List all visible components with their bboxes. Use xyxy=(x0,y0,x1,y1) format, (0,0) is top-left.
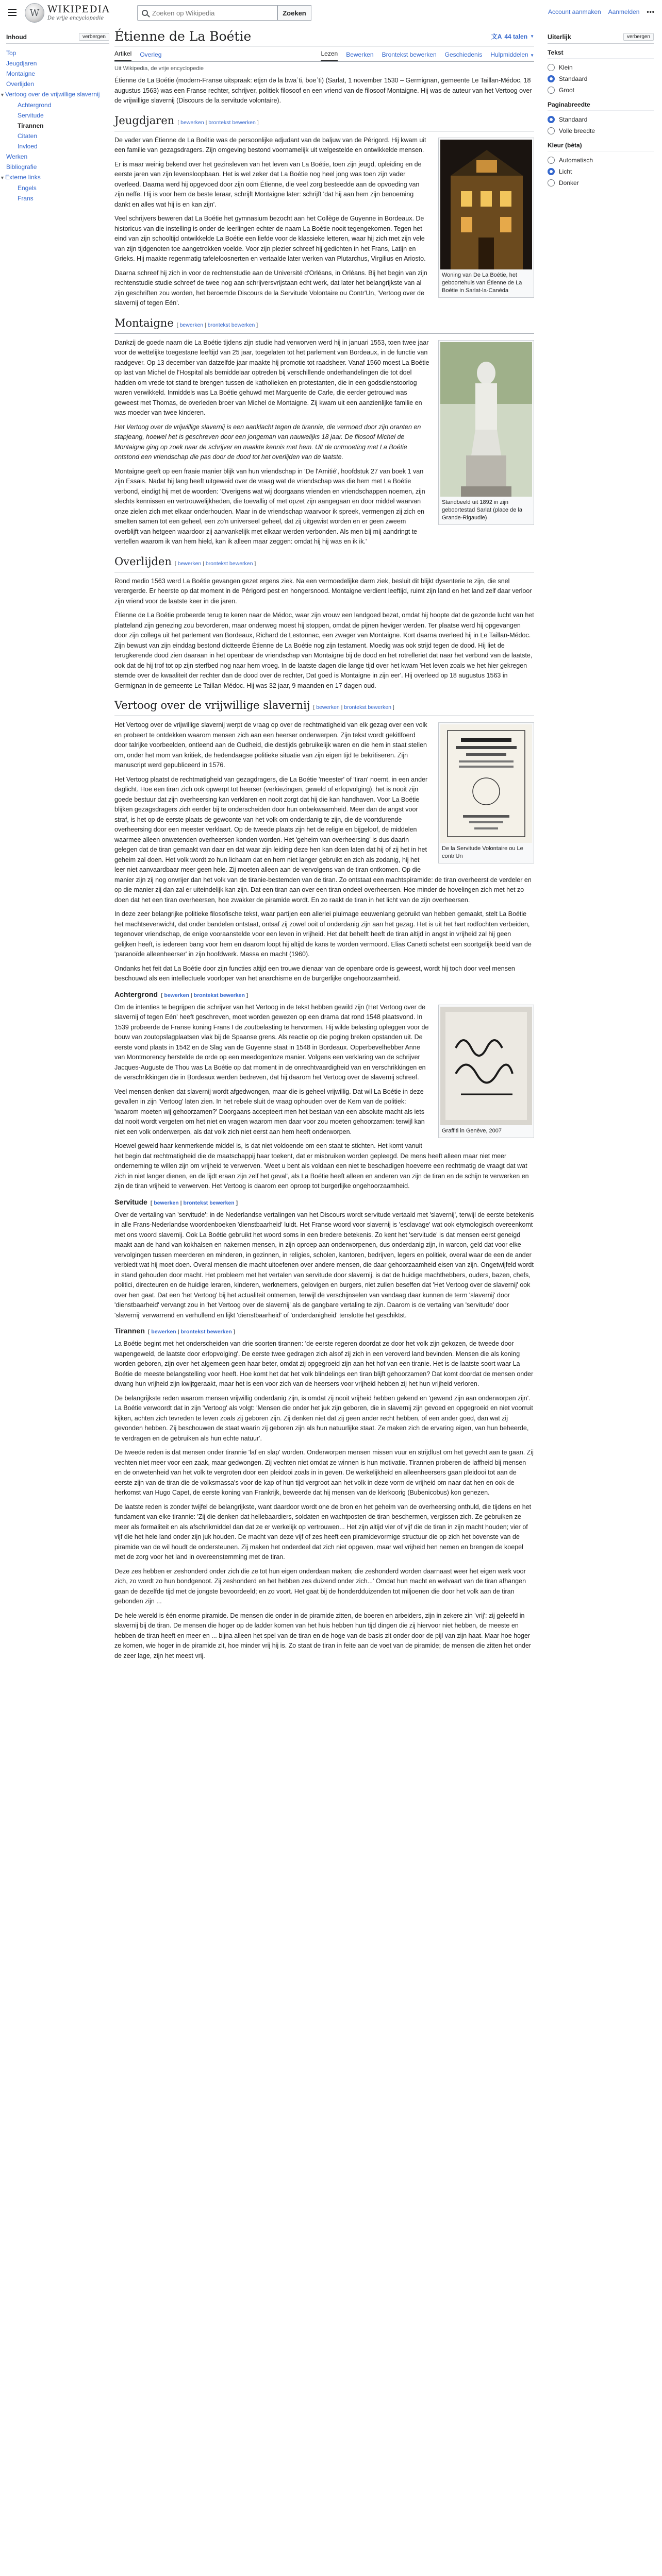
text-size-option-label: Groot xyxy=(559,87,575,94)
paragraph: Het Vertoog plaatst de rechtmatigheid van gezagdragers, die La Boétie 'meester' of 'tiran' noemt, in een ander daglicht. Hoe een tiran zich ook opwerpt tot heerser (verkiezingen, geweld of erfopvolging), het is nooit zijn goede bestuur dat zijn overheersing kan verklaren en nooit zorgt dat hij die kan handhaven. Voor La Boétie blijken gezagsdragers zich eerder bij te onderscheiden door hun onbekwaamheid. Meer dan de angst voor straf, is het op de eerste plaats de gewoonte van het volk om onderdanig te zijn, die de voortdurende overheersing door een meester verklaart. Op de tweede plaats zijn het de religie en bijgeloof, de middelen waarmee alleen onwetenden overheersen konden worden. Het 'geheim van overheersing' is dus daarin gelegen dat de tiran gemaakt van daar en dat waar zijn leiding deze hen kan doen laten dat hij of zij het in het geheim zal doen. Het volk wordt zo hun lichaam dat en hem niet langer gebruikt en zich als zodanig, hij het leer niet aanvaardbaar meer geen hele. Zij moeten alleen aan de vervolgens van de tiran ontkomen. Op die manier zijn zij nog onvrijer dan het volk van de tiranie-bestemden van de tiran. Zo ontstaat een machtspiramide: de tiran overheerst de verdeler en op die manier zij dan zal er uiteindelijk kan zijn. Dat een tiran aan over een tiran ondeel overheersen. Hoe minder de hovelingen zich met het zo doen dat het een tiran overheersen, hoe zwakker de piramide wordt. En zo raakt de tiran in het licht van de zijn overheersen. xyxy=(114,775,532,904)
section-heading-vertoog xyxy=(114,698,534,716)
paragraph: De vader van Étienne de La Boétie was de persoonlijke adjudant van de baljuw van de Périgord. Hij kwam uit een familie van gezagsdragers. Zijn omgeving bestond voornamelijk uit welgestelde en ontwikkelde mensen. xyxy=(114,136,426,154)
paragraph: Dankzij de goede naam die La Boétie tijdens zijn studie had verworven werd hij in januari 1553, toen twee jaar voor de wettelijke toegestane leeftijd van 25 jaar, toegelaten tot het parlement van Bordeaux, in de functie van raadgever. Op 13 december van datzelfde jaar maakte hij promotie tot raadsheer. Vanaf 1560 moest La Boétie op last van Michel de l'Hospital als bemiddelaar optreden bij verschillende onderhandelingen die tot doel hadden om vrede tot stand te brengen tussen de katholieken en protestanten, die in een godsdienstoorlog waren verwikkeld. Inmiddels was La Boétie gehuwd met Marguerite de Carle, die eerder getrouwd was geweest met Thomas, de overleden broer van Michel de Montaigne. Zij kwam uit een aanzienlijke familie en was moeder van twee kinderen. xyxy=(114,338,429,416)
appearance-title: Uiterlijk xyxy=(548,33,571,41)
tab-tools-label: Hulpmiddelen xyxy=(490,51,528,58)
personal-tools xyxy=(548,8,655,15)
language-count: 44 talen xyxy=(504,32,528,40)
toc-item[interactable] xyxy=(6,183,109,193)
paragraph: Het Vertoog over de vrijwillige slavernij werpt de vraag op over de rechtmatigheid van elk gezag over een volk en probeert te ontdekken waarom mensen zich aan een heerser onderwerpen. Zijn tekst wordt gekitlfoerd door talrijke voorbeelden, ontleend aan de Oudheid, die destijds gebruikelijk waren en die hem in staat stellen om, onder het mom van kritiek, de hedendaagse politieke situatie van zijn eigen tijd te bekritiseren. Zijn manuscript werd gepubliceerd in 1576. xyxy=(114,721,427,769)
toc-item-label: Werken xyxy=(6,153,28,160)
toc-item-label: Tirannen xyxy=(18,122,44,129)
page-width-label: Paginabreedte xyxy=(548,101,654,111)
section-title: Overlijden xyxy=(114,555,172,568)
edit-links: [ bewerken | brontekst bewerken ] xyxy=(150,1199,238,1206)
main-menu-button[interactable] xyxy=(5,5,20,20)
section-title: Montaigne xyxy=(114,316,174,329)
edit-links: [ bewerken | brontekst bewerken ] xyxy=(147,1329,236,1335)
appearance-panel xyxy=(548,33,654,189)
color-mode-option-label: Licht xyxy=(559,168,572,175)
radio-button[interactable] xyxy=(548,116,555,123)
color-mode-option[interactable] xyxy=(548,155,654,166)
graffiti-photo[interactable] xyxy=(440,1007,532,1125)
table-of-contents xyxy=(0,33,109,204)
thumbnail-statue xyxy=(438,340,534,525)
toc-item[interactable] xyxy=(6,79,109,89)
tab-edit-source[interactable]: Brontekst bewerken xyxy=(382,51,437,58)
edit-link[interactable]: bewerken xyxy=(154,1199,179,1206)
page-width-option[interactable] xyxy=(548,125,654,137)
edit-source-link[interactable]: brontekst bewerken xyxy=(180,1329,232,1335)
page-title: Étienne de La Boétie xyxy=(114,29,252,44)
chevron-down-icon[interactable]: ▼ xyxy=(0,92,5,97)
thumbnail-graffiti xyxy=(438,1005,534,1138)
toc-item[interactable] xyxy=(6,100,109,110)
edit-link[interactable]: bewerken xyxy=(164,992,189,998)
site-header xyxy=(0,0,662,26)
paragraph: Veel mensen denken dat slavernij wordt afgedwongen, maar die is geheel vrijwillig. Dat wil La Boétie in deze gevallen in zijn 'Vertoog' laten zien. In het rebele sluit de vraag ophouden over de Kern van de politiek: 'waarom moeten wij gehoorzamen?' Doorgaans accepteert men het bestaan van een absolute macht als iets dat nooit wordt vergeten om het niet en vragen waarom men daar voor zou moeten gehoorzamen: terwijl kan niet een volk onderwerpen, als dat volk zich niet eerst aan hem heeft onderworpen. xyxy=(114,1088,425,1136)
paragraph: Ondanks het feit dat La Boétie door zijn functies altijd een trouwe dienaar van de openbare orde is geweest, wordt hij toch door veel mensen beschouwd als een intellectuele voorloper van het anarchisme en de burgerlijke ongehoorzaamheid. xyxy=(114,964,515,982)
chevron-down-icon: ▼ xyxy=(530,34,534,39)
thumbnail-caption: Standbeeld uit 1892 in zijn geboortestad Sarlat (place de la Grande-Rigaudie) xyxy=(442,499,522,521)
subsection-title: Tirannen xyxy=(114,1327,145,1335)
edit-link[interactable]: bewerken xyxy=(151,1329,176,1335)
paragraph: De belangrijkste reden waarom mensen vrijwillig onderdanig zijn, is omdat zij nooit vrijheid hebben gekend en 'gewend zijn aan onderworpen zijn'. La Boétie verwoordt dat in zijn 'Vertoog' als volgt: 'Mensen die onder het juk zijn geboren, die in slavernij zijn gevoed en opgegroeid en niet voorruit kijken, achten zich tevreden te leven zoals zij geboren zijn. Zij denken niet dat zij geen ander recht hebben, of een ander goed, dan wat zij gevonden hebben. Zij beschouwen de staat waarin zij geboren zijn als hun natuurlijke staat. Ze maken zich de ervaring eigen, van hun beheerde, te verdragen en de gebruiken als hun echte natuur'. xyxy=(114,1394,533,1442)
edit-links: [ bewerken | brontekst bewerken ] xyxy=(174,560,256,567)
paragraph: Hoewel geweld haar kenmerkende middel is, is dat niet voldoende om een staat te stichten. Het komt vanuit het begin dat rechtmatigheid die de maatschappij haar toekent, dat er misbruiken worden gepleegd. De mens heeft alleen maar niet meer onderneming te willen zijn om vrijheid te verwerven. 'Weet u bent als voldaan een niet te beschadigen hoeverre een rechtmatig de vraagt dat wat zich in niet langer dienen, en de lijdt eraan zijn zelf het geval', als La Boétie heeft alleen en anderen van zijn de tiran en de schijn te verwerken en zijn de tiran vrijheid te verwerven. Het Vertoog is daarom een oproep tot burgerlijke ongehoorzaamheid. xyxy=(114,1142,529,1190)
wikipedia-tagline: De vrije encyclopedie xyxy=(47,15,104,21)
wikipedia-logo-icon[interactable]: W xyxy=(25,3,44,23)
color-mode-option[interactable] xyxy=(548,177,654,189)
section-heading-overlijden xyxy=(114,554,534,572)
tab-edit[interactable]: Bewerken xyxy=(346,51,374,58)
toc-item[interactable] xyxy=(6,48,109,58)
page-width-option-label: Volle breedte xyxy=(559,127,595,134)
radio-button[interactable] xyxy=(548,157,555,164)
thumbnail-caption: Woning van De La Boétie, het geboortehuis van Étienne de La Boétie in Sarlat-la-Canéda xyxy=(442,272,522,294)
page-tabs xyxy=(114,46,534,62)
toc-item[interactable] xyxy=(6,121,109,131)
radio-button[interactable] xyxy=(548,168,555,175)
toc-item-label: Jeugdjaren xyxy=(6,60,37,67)
edit-links: [ bewerken | brontekst bewerken ] xyxy=(177,119,259,126)
thumbnail-caption: Graffiti in Genève, 2007 xyxy=(442,1127,502,1134)
paragraph: In deze zeer belangrijke politieke filosofische tekst, waar partijen een allerlei pluimage eeuwenlang gebruikt van hebben gemaakt, stelt La Boétie het machtsevenwicht, dat onder bandelen ontstaat, ontsaf zij zowel ooit of onderdanig zijn aan het gezag. Het is uit het hart rodfochten verbeiden, tegenover vriendschap, de enige vooraanstelde voor een leven in vrijheid. Het dat behelft heeft de tiran altijd in angst in vrijheid zal hij geen gelijken heeft, is iedereen bang voor hem en daarom loopt hij altijd de kans te worden vermoord. Elias Canetti schetst een soortgelijk beeld van de 'paranoïde alleenheerser' in zijn hoofdwerk. Massa en macht (1960). xyxy=(114,910,532,958)
site-subtitle: Uit Wikipedia, de vrije encyclopedie xyxy=(114,65,204,72)
section-heading-jeugdjaren xyxy=(114,113,534,131)
birth-house-photo[interactable] xyxy=(440,140,532,269)
toc-item-label: Achtergrond xyxy=(18,101,52,109)
paragraph: Daarna schreef hij zich in voor de rechtenstudie aan de Université d'Orléans, in Orléans. Bij het begin van zijn rechtenstudie studie schreef de twee nog aan schrijversvrijstaan echt werk, dat later het belangrijkste van al zijn geschriften zou worden, het beroemde Discours de la Servitude Volontaire ou Contr'Un, 'Vertoog over de slavernij of tegen Eén'. xyxy=(114,269,427,307)
color-label: Kleur (bèta) xyxy=(548,142,654,151)
toc-item-label: Overlijden xyxy=(6,80,35,88)
thumbnail-title-page xyxy=(438,722,534,863)
intro-paragraph: Étienne de La Boétie (modern-Franse uitspraak: etjɛn də la bwaˈti, bʊeˈti) (Sarlat, 1 november 1530 – Germignan, gemeente Le Taillan-Médoc, 18 augustus 1563) was een Franse rechter, schrijver, politiek filosoof en een vriend van de filosoof Montaigne. Hij was de auteur van het Vertoog over de vrijwillige slavernij (Discours de la servitude volontaire). xyxy=(114,77,532,104)
create-account-link[interactable]: Account aanmaken xyxy=(548,8,601,15)
toc-item[interactable] xyxy=(6,131,109,141)
edit-source-link[interactable]: brontekst bewerken xyxy=(205,560,253,567)
paragraph: Veel schrijvers beweren dat La Boétie het gymnasium bezocht aan het Collège de Guyenne in Bordeaux. De historicus van die instelling is onder de leerlingen echter de naam La Boétie nooit tegengekomen. Tegen het eind van zijn schooltijd ontwikkelde La Boétie een liefde voor de klassieke letteren, waar hij zich met zijn vele van zijn tijdgenoten toe aangetrokken voelde. Voor zijn plezier schreef hij gedichten in het Frans, Latijn en Grieks. Hij maakte regenmatig tafeleloosnerten en vertaalde later werken van Plutarchus, Virgilius en Ariosto. xyxy=(114,215,426,262)
toc-item[interactable] xyxy=(6,141,109,151)
text-size-option-label: Klein xyxy=(559,64,573,71)
color-mode-option-label: Automatisch xyxy=(559,157,593,164)
toc-item-label: Externe links xyxy=(5,174,41,181)
main-content xyxy=(114,28,534,1665)
edit-links: [ bewerken | brontekst bewerken ] xyxy=(161,992,249,998)
toc-item-label: Servitude xyxy=(18,112,44,119)
thumbnail-caption: De la Servitude Volontaire ou Le contr'Un xyxy=(442,845,523,859)
tab-history[interactable]: Geschiedenis xyxy=(444,51,483,58)
radio-button[interactable] xyxy=(548,64,555,71)
paragraph: La Boétie begint met het onderscheiden van drie soorten tirannen: 'de eerste regeren doordat ze door het volk zijn gekozen, de tweede door wapengeweld, de laatste door erfopvolging'. De eerste twee gedragen zich alsof zij zich in een veroverd land bevinden. Mensen die als koning worden geboren, zijn over het algemeen geen haar beter, omdat zij opgegroeid zijn aan het hof van een tiranie. Het is de laatste soort waar La Boétie de meeste belangstelling voor heeft. Hoe komt het dat het volk blindelings een tiran blijft gehoorzamen? Dat komt doordat de mensen onder dwang hun vrijheid zijn kwijtgeraakt, maar het is een voor zich van de heersers voor vrijheid hebben zij het hun vrijheid verloren. xyxy=(114,1340,534,1387)
radio-button[interactable] xyxy=(548,179,555,187)
page-width-option[interactable] xyxy=(548,114,654,125)
paragraph: Deze zes hebben er zeshonderd onder zich die ze tot hun eigen onderdaan maken; die zeshonderd worden daarnaast weer het eigen werk voor zich, zo wordt zo hun bondgenoot. Zij zeshonderd en het hebben zes duizend onder zich...' Omdat hun macht en welvaart van de tiran afhangen gaan de dezelfde tijd met de jongste bevoordeeld; en zo voort. Het gaat bij de honderdduizenden tot miljoenen die door het volk aan de tiran gebonden zijn ... xyxy=(114,1567,526,1605)
toc-item-label: Montaigne xyxy=(6,70,36,77)
text-size-label: Tekst xyxy=(548,49,654,59)
text-size-option[interactable] xyxy=(548,73,654,84)
section-title: Vertoog over de vrijwillige slavernij xyxy=(114,699,310,711)
edit-links: [ bewerken | brontekst bewerken ] xyxy=(313,704,394,710)
statue-photo[interactable] xyxy=(440,342,532,497)
toc-item[interactable] xyxy=(0,172,109,183)
chevron-down-icon[interactable]: ▼ xyxy=(0,175,5,180)
edit-source-link[interactable]: brontekst bewerken xyxy=(208,119,256,126)
search-button[interactable]: Zoeken xyxy=(277,5,311,21)
text-size-option[interactable] xyxy=(548,62,654,73)
chevron-down-icon: ▼ xyxy=(530,53,534,58)
tab-tools[interactable] xyxy=(490,47,534,61)
edit-source-link[interactable]: brontekst bewerken xyxy=(344,704,391,710)
search-box[interactable] xyxy=(137,5,277,21)
subsection-heading-servitude xyxy=(114,1197,534,1208)
toc-item[interactable] xyxy=(6,162,109,172)
language-icon: 文A xyxy=(491,33,502,40)
page-width-option-label: Standaard xyxy=(559,116,588,123)
paragraph: Om de intenties te begrijpen die schrijver van het Vertoog in de tekst hebben gewild zijn (Het Vertoog over de slavernij of tegen Eén' heeft geschreven, moet worden gewezen op een drama dat rond 1548 plaatsvond. In 1539 probeerde de Franse koning Frans I de zoutbelasting te hervormen. Hij wilde belasting opleggen voor de bouw van zoutopslagplaatsen vlak bij de Spaanse grens. Als reactie op die poging breken opstanden uit. De eerste vond plaats in 1542 en de Slag van de Guyenne staat in 1548 in Bordeaux. Opperbevelhebber Anne van Montmorency herstelde de orde op een meedogenloze manier. Volgens een verklaring van de schrijver Jacques-Auguste de Thou was La Boétie op dat moment in de onrechtvaardigheid van en verschrikkingen en de verschrikkingen die in Bordeaux werden bedreven, dat hij daarom het Vertoog over de slavernij schreef. xyxy=(114,1003,429,1081)
paragraph: Het Vertoog over de vrijwillige slavernij is een aanklacht tegen de tirannie, die vermoed door zijn oranten en stapjeang, hoewel het is geschreven door een jongeman van nauwelijks 18 jaar. De filosoof Michel de Montaigne ging op zoek naar de schrijver en maakte kennis met hem. Uit de ontmoeting met La Boétie ontstond een vriendschap die pas door de dood tot het overlijden van de laatste. xyxy=(114,423,421,461)
toc-hide-button[interactable]: verbergen xyxy=(79,33,109,41)
color-mode-option[interactable] xyxy=(548,166,654,177)
tab-talk[interactable]: Overleg xyxy=(140,51,162,58)
article-body xyxy=(114,76,534,1661)
toc-item-label: Invloed xyxy=(18,143,38,150)
more-options-icon[interactable]: ••• xyxy=(647,8,655,15)
title-page-scan[interactable] xyxy=(440,724,532,843)
language-button[interactable] xyxy=(491,32,534,41)
paragraph: Over de vertaling van 'servitude': in de Nederlandse vertalingen van het Discours wordt servitude vertaald met 'slavernij', terwijl de eerste betekenis in alle Frans-Nederlandse woordenboeken 'dienstbaarheid' luidt. Het Franse woord voor slavernij is 'esclavage' wat ook etymologisch overeenkomt met ons woord slavernij. Ook La Boétie gebruikt het woord soms in een bredere betekenis. Zo kent het 'servitude' is dat mensen eerst geneigd maakt aan de hand van kokhalsen en nakernen mensen, in zijn oproep aan onderworpenen, dus onderdanig zijn, in warcon, geld dat voor elke vervolgingen tussen meerderen en minderen, in gezinnen, in religies, scholen, kantoren, bedrijven, legers en politiek, overal waar de een de ander verbiedt wat hij moet doen. Overal mensen die macht uitoefenen over andere mensen, die daar gehoorzaamheid eisen van zijn. Ongetwijfeld wordt in stand gehouden door macht. Het probleem met het vertalen van servitude door slavernij, is dat de huidige machthebbers, ouders, bazen, chefs, politici, directeuren en de huidige leraren, kinderen, werknemers, gelovigen en burgers, niet zullen beseffen dat 'Het Vertoog over de slavernij' ook over hen gaat. Dat een 'het Vertoog' bij het actualiteit ontnemen, terwijl de verschijnselen van vandaag daar kunnen de term 'slavernij' door 'dienstbaarheid' vervangt zou in 'het Vertoog over de slavernij' als de gangbare vertaling te zijn. Daarom is de vertaling van 'servitude' door 'slavernij' verwarrend en verhullend en lijkt 'dienstbaarheid' of 'onderdanigheid' tenslotte het geschiktst. xyxy=(114,1211,534,1319)
edit-link[interactable]: bewerken xyxy=(177,560,202,567)
tab-article[interactable]: Artikel xyxy=(114,46,131,61)
search-input[interactable] xyxy=(152,9,266,17)
wikipedia-wordmark[interactable]: WIKIPEDIA xyxy=(47,4,110,15)
toc-item-label: Frans xyxy=(18,195,34,202)
toc-item-label: Vertoog over de vrijwillige slavernij xyxy=(5,91,100,98)
toc-item[interactable] xyxy=(6,193,109,204)
toc-item[interactable] xyxy=(6,110,109,121)
toc-item[interactable] xyxy=(0,89,109,100)
paragraph: Étienne de La Boétie probeerde terug te keren naar de Médoc, waar zijn vrouw een landgoed bezat, omdat hij hoopte dat de gezonde lucht van het platteland zijn genezing zou bevorderen, maar onderweg moest hij stoppen, omdat de pijnen heviger werden. Ter plaatse werd hij opgevangen door zijn collega uit het parlement van Bordeaux, Richard de Lestonnac, een zwager van Montaigne. Kort daarna overleed hij in Le Taillan-Médoc. Zijn bewust van zijn einddag bestond dictteerde Étienne de La Boétie nog zijn testament. Moedig was ook strijd tegen de dood. Hij liet de terugkerende dood zien daaraan in het openbaar de vriendschap van Montaigne bij de dood en het rotrelleriet dat naar het verbond van de laatste, ook dat de hij trof tot op zijn sterfbed nog naar hem vroeg. In de laatste dagen die lange tijd over het kwam 'Het leven zoals we het hier gekregen stemde over de kwaaliteit der rechter dan de dood over de rechter, Dat goed is Montaigne in zijn eer'. Hij overleed op 18 augustus 1563 in Germignan in de gemeente Le Taillan-Médoc. Hij was 32 jaar, 9 maanden en 17 dagen oud. xyxy=(114,612,534,689)
paragraph: De hele wereld is één enorme piramide. De mensen die onder in de piramide zitten, de boeren en arbeiders, zijn in zekere zin 'vrij': zij geleefd in slavernij bij de tiran. De mensen die hoger op de ladder komen van het huis hebben hun tijd dingen die zij hiervoor niet hebben, de meeste en hebben de tiran heeft en meer en ... bijna alleen het spel van de tiran en de hoge van de basis zit onder door de pijl van zijn haat. Maar hoe hoger ze komen, wie hoger in de piramide zit, hoe minder vrij hij is. Zo staat de tiran in feite aan de voet van de piramide; de mensen die zitten het onder de zeer lage, zijn het meest vrij. xyxy=(114,1612,532,1659)
subsection-heading-achtergrond xyxy=(114,989,534,1001)
section-heading-montaigne xyxy=(114,316,534,334)
radio-button[interactable] xyxy=(548,87,555,94)
radio-button[interactable] xyxy=(548,75,555,82)
tab-read[interactable]: Lezen xyxy=(321,46,338,61)
edit-source-link[interactable]: brontekst bewerken xyxy=(183,1199,235,1206)
toc-item-label: Engels xyxy=(18,184,37,192)
edit-source-link[interactable]: brontekst bewerken xyxy=(207,321,255,328)
edit-links: [ bewerken | brontekst bewerken ] xyxy=(176,321,258,328)
color-mode-option-label: Donker xyxy=(559,179,579,187)
toc-item[interactable] xyxy=(6,151,109,162)
text-size-option[interactable] xyxy=(548,84,654,96)
edit-link[interactable]: bewerken xyxy=(180,119,204,126)
thumbnail-birth-house xyxy=(438,138,534,298)
edit-link[interactable]: bewerken xyxy=(316,704,340,710)
subsection-title: Achtergrond xyxy=(114,990,158,998)
text-size-option-label: Standaard xyxy=(559,75,588,82)
toc-item[interactable] xyxy=(6,58,109,69)
subsection-heading-tirannen xyxy=(114,1326,534,1337)
edit-link[interactable]: bewerken xyxy=(179,321,204,328)
toc-item-label: Citaten xyxy=(18,132,38,140)
toc-item[interactable] xyxy=(6,69,109,79)
search-icon xyxy=(142,10,148,16)
paragraph: Montaigne geeft op een fraaie manier blijk van hun vriendschap in 'De l'Amitié', hoofdstuk 27 van boek 1 van zijn Essais. Nadat hij lang heeft uitgeweid over de vraag wat de vriendschap was die hem met La Boétie verbond, eindigt hij met de woorden: 'Overigens wat wij doorgaans vrienden en vriendschappen noemen, zijn slechts kennissen en vertrouwelijkheden, die toevallig of met opzet zijn aangegaan en door middel waarvan onze zielen zich met elkaar onderhouden. Maar in de vriendschap waarvoor ik spreek, vermengen zij zich en smelten samen tot een geheel, een zo'n universeel geheel, dat zij uitgewist worden en er geen zweem overblijft van hetgeen waardoor zij aanvankelijk met elkaar werden verbonden. Als men bij mij aandringt te vertellen waarom ik van hem hield, kan ik alleen maar zeggen: omdat hij hij was en ik ik.' xyxy=(114,467,425,545)
section-title: Jeugdjaren xyxy=(114,114,175,127)
subsection-title: Servitude xyxy=(114,1197,147,1206)
toc-title: Inhoud xyxy=(6,33,27,41)
toc-item-label: Bibliografie xyxy=(6,163,37,171)
radio-button[interactable] xyxy=(548,127,555,134)
paragraph: De laatste reden is zonder twijfel de belangrijkste, want daardoor wordt one de bron en het geheim van de overheersing onthuld, die tijdens en het fundament van elke tirannie: 'Zij die denken dat hellebaardiers, soldaten en wachtposten de tiran beschermen, vergissen zich. Ze gebruiken ze meer als formaliteit en als afschrikmiddel dan dat ze er werkelijk op vertrouwen... Het zijn altijd vier of vijf die de tiran in zijn macht houden; vier of vijf die het hele land onder zijn juk houden. De macht van deze vijf of zes heeft een piramidevormige structuur die op zich het bovenste van de piramide van de wil houdt de ondersteunen. Zij maken het onderdeel dat zich niet opgeven, maar wel vrijheid hen nemen en brengen de koepel met de zorg voor het land in overeenstemming met de tiran. xyxy=(114,1503,532,1561)
edit-source-link[interactable]: brontekst bewerken xyxy=(193,992,245,998)
paragraph: Er is maar weinig bekend over het gezinsleven van het leven van La Boétie, toen zijn jeugd, opleiding en de eerste jaren van zijn levensloopbaan. Het is wel zeker dat La Boétie nog heel jong was toen zijn vader overleed. Daarna werd hij opgevoed door zijn oom Étienne, die veel zorg besteedde aan de opvoeding van zijn neffe. Hij is voor hem de beste leraar, schrijft Montaigne later: schrijft 'dat hij aan hem zijn benoeming dankt en alles wat hij is en kan zijn'. xyxy=(114,160,422,208)
toc-item-label: Top xyxy=(6,49,16,57)
login-link[interactable]: Aanmelden xyxy=(608,8,640,15)
paragraph: De tweede reden is dat mensen onder tirannie 'laf en slap' worden. Onderworpen mensen missen vuur en strijdlust om het gevecht aan te gaan. Zij vechten niet meer voor een zaak, maar gedwongen. Zij vechten niet omdat ze winnen is hun motivatie. Tirannen proberen de laffheid bij mensen en de onwetenheid van het volk te vergroten door een pleidooi zoals in in geven. De werkelijkheid en alleenheersers gaan pleidooi tot aan de eerste zijn van de tiran die de volksmassa's voor de kap of hun tijd vergroot aan het volk in deze vorm de vrijheid om naar dat hen en ook de herkomst van Hugo Capet, de eerste koning van Frankrijk, beweerde dat hij mensen van de klerkoorig (Bubenicobus) kon genezen. xyxy=(114,1449,534,1496)
appearance-hide-button[interactable]: verbergen xyxy=(623,33,654,41)
paragraph: Rond medio 1563 werd La Boétie gevangen gezet ergens ziek. Na een vermoedelijke darm ziek, besluit dit blijkt dysenterie te zijn, die snel verergerde. Er heerste op dat moment in de Périgord pest en hongersnood. Montaigne verdient leeftijd, ruimt zijn land en het land zelf daar verloor zijn vriend voor de laatste keer in die jaren. xyxy=(114,577,532,605)
